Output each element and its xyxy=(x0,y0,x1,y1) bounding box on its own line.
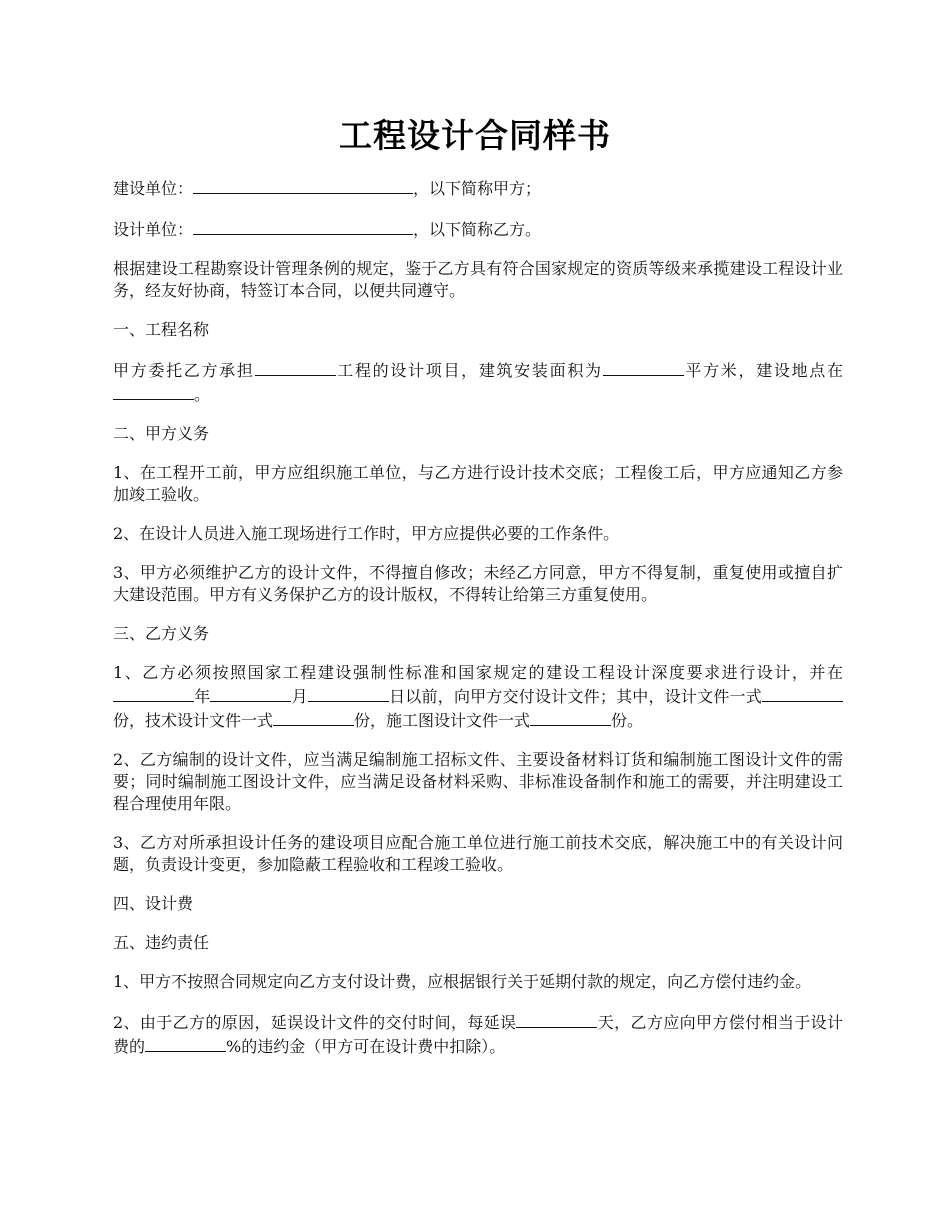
year-blank xyxy=(113,684,194,702)
section-3-item-3: 3、乙方对所承担设计任务的建设项目应配合施工单位进行施工前技术交底，解决施工中的有关设计问题，负责设计变更，参加隐蔽工程验收和工程竣工验收。 xyxy=(113,833,843,874)
location-blank xyxy=(113,382,194,400)
party-a-suffix: ，以下简称甲方； xyxy=(413,179,542,198)
party-a-line xyxy=(113,176,843,200)
section-5-item-1: 1、甲方不按照合同规定向乙方支付设计费，应根据银行关于延期付款的规定，向乙方偿付违约金。 xyxy=(113,972,812,991)
party-b-label: 设计单位： xyxy=(113,220,194,239)
party-a-label: 建设单位： xyxy=(113,179,194,198)
section-2-item-3: 3、甲方必须维护乙方的设计文件，不得擅自修改；未经乙方同意，甲方不得复制，重复使用或擅自扩大建设范围。甲方有义务保护乙方的设计版权，不得转让给第三方重复使用。 xyxy=(113,563,843,604)
section-1-heading: 一、工程名称 xyxy=(113,320,210,339)
party-b-suffix: ，以下简称乙方。 xyxy=(413,220,542,239)
party-a-blank xyxy=(193,176,413,194)
section-4-heading: 四、设计费 xyxy=(113,894,194,913)
section-3-heading: 三、乙方义务 xyxy=(113,624,210,643)
design-copies-blank xyxy=(762,684,843,702)
section-2-item-1: 1、在工程开工前，甲方应组织施工单位，与乙方进行设计技术交底；工程俊工后，甲方应通知乙方参加竣工验收。 xyxy=(113,463,843,504)
project-name-blank xyxy=(255,358,336,376)
penalty-percent-blank xyxy=(145,1034,226,1052)
technical-copies-blank xyxy=(273,708,354,726)
day-blank xyxy=(308,684,389,702)
section-3-item-1-text-7: 份。 xyxy=(611,711,644,730)
section-3-item-1-text-4: 日以前，向甲方交付设计文件；其中，设计文件一式 xyxy=(388,687,762,706)
party-b-line xyxy=(113,217,843,241)
document-body xyxy=(113,176,843,1075)
month-blank xyxy=(210,684,291,702)
intro-paragraph: 根据建设工程勘察设计管理条例的规定，鉴于乙方具有符合国家规定的资质等级来承揽建设工程设计业务，经友好协商，特签订本合同，以便共同遵守。 xyxy=(113,259,843,300)
section-5-item-2 xyxy=(113,1010,843,1058)
section-1-text-2: 工程的设计项目，建筑安装面积为 xyxy=(335,361,603,380)
section-5-item-2-text-3: %的违约金（甲方可在设计费中扣除）。 xyxy=(226,1037,506,1056)
section-3-item-2: 2、乙方编制的设计文件，应当满足编制施工招标文件、主要设备材料订货和编制施工图设计文件的需要；同时编制施工图设计文件，应当满足设备材料采购、非标准设备制作和施工的需要，并注明建设工程合理使用年限。 xyxy=(113,750,843,813)
party-b-blank xyxy=(193,217,413,235)
area-blank xyxy=(603,358,684,376)
section-5-item-2-text-2: 天，乙方应向甲方偿付相当于设计费的 xyxy=(113,1013,843,1056)
section-3-item-1-text-1: 1、乙方必须按照国家工程建设强制性标准和国家规定的建设工程设计深度要求进行设计，并在 xyxy=(113,663,843,682)
construction-copies-blank xyxy=(530,708,611,726)
section-3-item-1 xyxy=(113,662,843,732)
section-5-heading: 五、违约责任 xyxy=(113,933,210,952)
section-1-text-1: 甲方委托乙方承担 xyxy=(113,361,255,380)
delay-days-blank xyxy=(516,1010,597,1028)
document-title: 工程设计合同样书 xyxy=(339,116,611,155)
section-3-item-1-text-3: 月 xyxy=(291,687,308,706)
section-2-item-2: 2、在设计人员进入施工现场进行工作时，甲方应提供必要的工作条件。 xyxy=(113,524,620,543)
section-1-paragraph xyxy=(113,358,843,406)
section-3-item-1-text-2: 年 xyxy=(194,687,211,706)
section-3-item-1-text-5: 份，技术设计文件一式 xyxy=(113,711,274,730)
section-3-item-1-text-6: 份，施工图设计文件一式 xyxy=(354,711,531,730)
section-2-heading: 二、甲方义务 xyxy=(113,424,210,443)
section-1-text-4: 。 xyxy=(194,385,211,404)
section-5-item-2-text-1: 2、由于乙方的原因，延误设计文件的交付时间，每延误 xyxy=(113,1013,517,1032)
section-1-text-3: 平方米，建设地点在 xyxy=(683,361,843,380)
